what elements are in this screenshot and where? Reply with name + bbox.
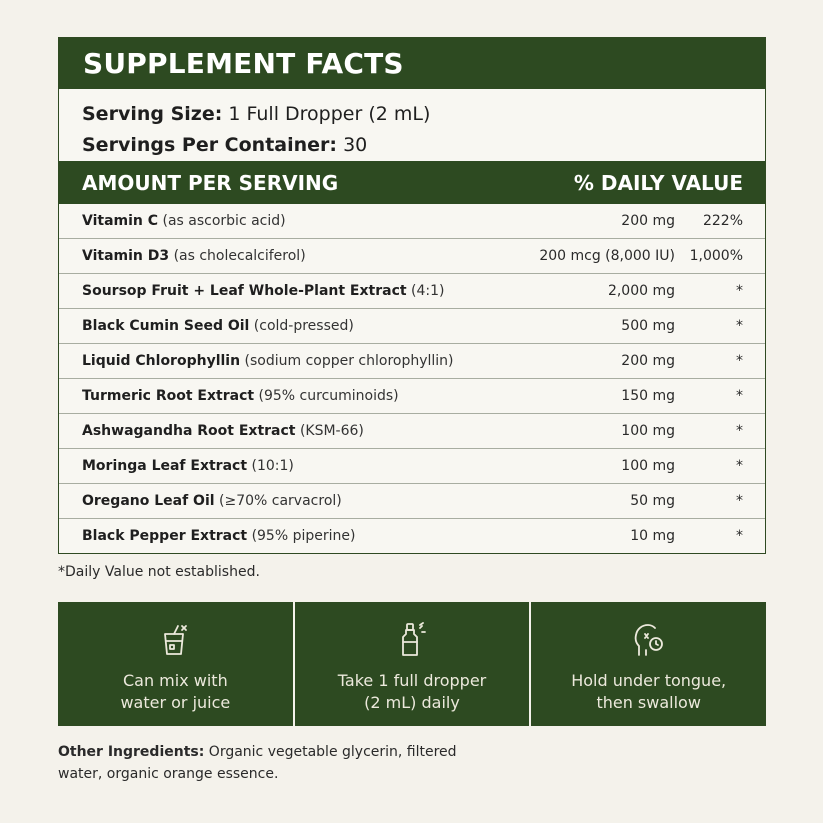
supplement-facts-panel bbox=[58, 37, 766, 554]
ingredient-daily-value: * bbox=[736, 423, 743, 439]
ingredient-amount: 200 mg bbox=[621, 353, 675, 369]
ingredient-amount: 200 mcg (8,000 IU) bbox=[539, 248, 675, 264]
ingredient-name: Liquid Chlorophyllin bbox=[82, 353, 241, 369]
title-bar bbox=[59, 38, 765, 89]
ingredient-name: Soursop Fruit + Leaf Whole-Plant Extract bbox=[82, 283, 407, 299]
ingredient-name: Black Pepper Extract bbox=[82, 528, 248, 544]
dropper-icon bbox=[396, 622, 428, 662]
ingredient-daily-value: 222% bbox=[702, 213, 743, 229]
ingredient-desc: (sodium copper chlorophyllin) bbox=[244, 353, 454, 369]
feature-mix bbox=[58, 602, 293, 726]
table-row bbox=[59, 204, 765, 238]
ingredient-daily-value: * bbox=[736, 353, 743, 369]
serving-size-value: 1 Full Dropper (2 mL) bbox=[228, 103, 431, 125]
ingredient-name: Vitamin C bbox=[82, 213, 159, 229]
table-row bbox=[59, 518, 765, 553]
ingredient-daily-value: * bbox=[736, 388, 743, 404]
ingredient-desc: (10:1) bbox=[251, 458, 294, 474]
feature-dropper bbox=[293, 602, 530, 726]
ingredient-amount: 10 mg bbox=[630, 528, 675, 544]
ingredient-desc: (≥70% carvacrol) bbox=[219, 493, 342, 509]
ingredient-amount: 200 mg bbox=[621, 213, 675, 229]
serving-info bbox=[59, 89, 765, 161]
ingredient-daily-value: * bbox=[736, 283, 743, 299]
servings-per-container-label: Servings Per Container: bbox=[82, 134, 338, 156]
feature-tongue bbox=[529, 602, 766, 726]
ingredient-desc: (4:1) bbox=[411, 283, 445, 299]
panel-title: SUPPLEMENT FACTS bbox=[83, 47, 404, 80]
ingredient-amount: 500 mg bbox=[621, 318, 675, 334]
ingredient-desc: (as ascorbic acid) bbox=[162, 213, 286, 229]
ingredient-amount: 2,000 mg bbox=[607, 283, 675, 299]
daily-value-footnote: *Daily Value not established. bbox=[58, 564, 260, 580]
serving-size-label: Serving Size: bbox=[82, 103, 223, 125]
table-row bbox=[59, 413, 765, 448]
serving-size bbox=[82, 99, 765, 130]
amount-per-serving-header: AMOUNT PER SERVING bbox=[82, 170, 339, 195]
servings-per-container bbox=[82, 130, 765, 161]
table-row bbox=[59, 378, 765, 413]
ingredient-name: Black Cumin Seed Oil bbox=[82, 318, 250, 334]
table-row bbox=[59, 483, 765, 518]
ingredient-amount: 100 mg bbox=[621, 458, 675, 474]
ingredient-amount: 150 mg bbox=[621, 388, 675, 404]
ingredient-name: Vitamin D3 bbox=[82, 248, 170, 264]
table-row bbox=[59, 273, 765, 308]
usage-features bbox=[58, 602, 766, 726]
ingredient-desc: (95% piperine) bbox=[251, 528, 356, 544]
ingredient-desc: (95% curcuminoids) bbox=[258, 388, 399, 404]
ingredient-daily-value: * bbox=[736, 318, 743, 334]
feature-label: Hold under tongue, then swallow bbox=[571, 671, 727, 712]
table-row bbox=[59, 238, 765, 273]
table-row bbox=[59, 448, 765, 483]
amount-header-bar bbox=[59, 161, 765, 204]
ingredient-amount: 100 mg bbox=[621, 423, 675, 439]
other-ingredients bbox=[58, 741, 478, 785]
feature-label: Can mix with water or juice bbox=[120, 671, 231, 712]
table-row bbox=[59, 343, 765, 378]
other-ingredients-text: Organic vegetable glycerin, filtered water, organic orange essence. bbox=[58, 744, 457, 782]
ingredient-name: Moringa Leaf Extract bbox=[82, 458, 248, 474]
ingredient-amount: 50 mg bbox=[630, 493, 675, 509]
ingredient-desc: (as cholecalciferol) bbox=[173, 248, 306, 264]
ingredient-table bbox=[59, 204, 765, 553]
ingredient-daily-value: 1,000% bbox=[689, 248, 743, 264]
ingredient-desc: (KSM-66) bbox=[299, 423, 364, 439]
ingredient-name: Oregano Leaf Oil bbox=[82, 493, 215, 509]
glass-mix-icon bbox=[159, 622, 191, 662]
ingredient-name: Ashwagandha Root Extract bbox=[82, 423, 296, 439]
ingredient-desc: (cold-pressed) bbox=[253, 318, 354, 334]
other-ingredients-label: Other Ingredients: bbox=[58, 744, 205, 760]
ingredient-daily-value: * bbox=[736, 493, 743, 509]
ingredient-daily-value: * bbox=[736, 528, 743, 544]
ingredient-daily-value: * bbox=[736, 458, 743, 474]
daily-value-header: % DAILY VALUE bbox=[573, 170, 743, 195]
servings-per-container-value: 30 bbox=[343, 134, 368, 156]
table-row bbox=[59, 308, 765, 343]
head-clock-icon bbox=[633, 622, 665, 662]
ingredient-name: Turmeric Root Extract bbox=[82, 388, 255, 404]
feature-label: Take 1 full dropper (2 mL) daily bbox=[337, 671, 487, 712]
